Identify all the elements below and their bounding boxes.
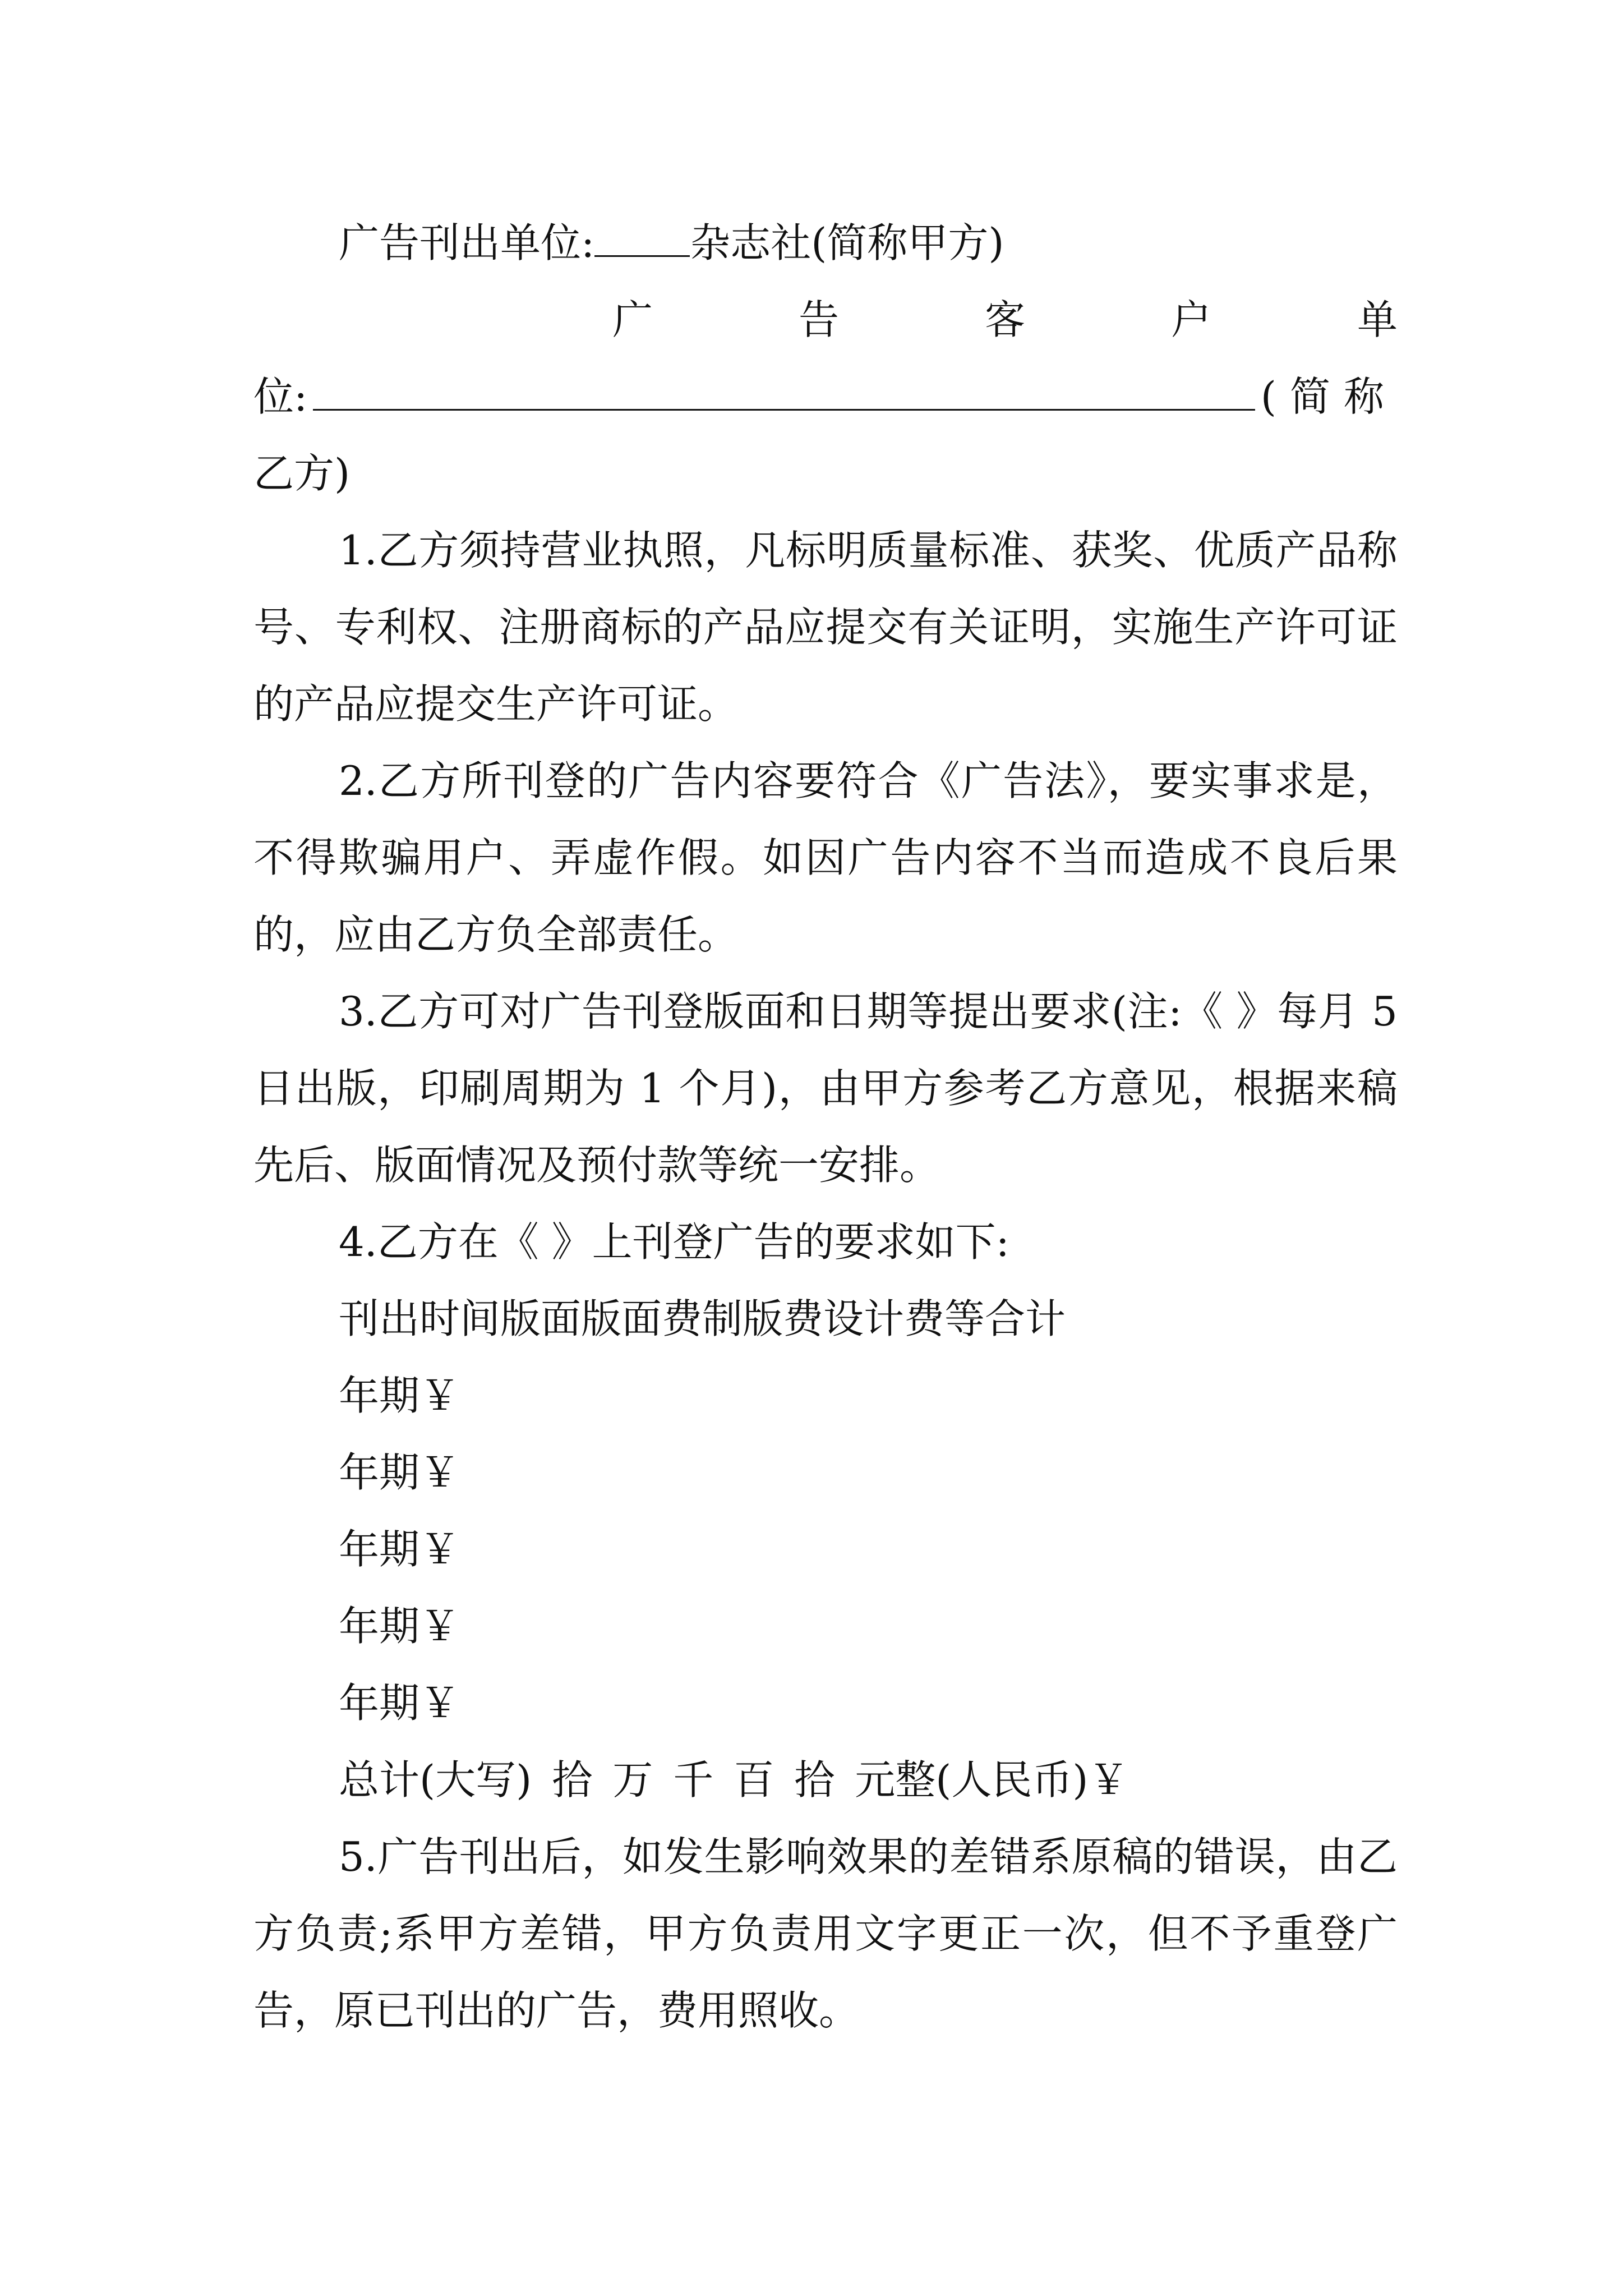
client-unit-continuation: 乙方) — [253, 450, 351, 497]
clause-2: 2.乙方所刊登的广告内容要符合《广告法》，要实事求是，不得欺骗用户、弄虚作假。如因广告内容不当而造成不良后果的，应由乙方负全部责任。 — [253, 757, 1398, 958]
fee-row: 年期￥ — [339, 1526, 460, 1573]
total-label: 总计(大写) — [339, 1756, 532, 1803]
total-unit: 万 — [612, 1756, 653, 1803]
client-unit-spread-line — [253, 282, 1398, 358]
fee-row: 年期￥ — [339, 1449, 460, 1496]
total-unit: 拾 — [552, 1756, 593, 1803]
clause-3: 3.乙方可对广告刊登版面和日期等提出要求(注:《 》每月 5 日出版，印刷周期为 1 个月)，由甲方参考乙方意见，根据来稿先后、版面情况及预付款等统一安排。 — [253, 988, 1398, 1189]
client-unit-start: 位: — [253, 373, 308, 420]
total-unit: 拾 — [794, 1756, 835, 1803]
total-tail: 元整(人民币)￥ — [855, 1756, 1129, 1803]
fee-row: 年期￥ — [339, 1680, 460, 1727]
total-unit: 千 — [673, 1756, 714, 1803]
client-char: 户 — [1170, 296, 1211, 343]
client-unit-line — [253, 358, 1398, 435]
clause-5: 5.广告刊出后，如发生影响效果的差错系原稿的错误，由乙方负责;系甲方差错，甲方负责用文字更正一次，但不予重登广告，原已刊出的广告，费用照收。 — [253, 1833, 1398, 2034]
total-line — [253, 1742, 1398, 1819]
contract-body — [253, 205, 1398, 2049]
fee-row: 年期￥ — [339, 1372, 460, 1419]
client-char: 客 — [984, 296, 1025, 343]
clause-1: 1.乙方须持营业执照，凡标明质量标准、获奖、优质产品称号、专利权、注册商标的产品应提交有关证明，实施生产许可证的产品应提交生产许可证。 — [253, 527, 1398, 728]
client-char: 广 — [612, 296, 653, 343]
client-char: 单 — [1357, 296, 1398, 343]
clause-4: 4.乙方在《 》上刊登广告的要求如下: — [339, 1218, 1009, 1266]
table-header-line: 刊出时间版面版面费制版费设计费等合计 — [339, 1295, 1066, 1342]
total-unit: 百 — [734, 1756, 774, 1803]
client-char: 告 — [798, 296, 839, 343]
publisher-blank — [594, 223, 690, 257]
client-unit-end: (简称 — [1260, 373, 1398, 420]
publisher-suffix: 杂志社(简称甲方) — [690, 219, 1004, 266]
client-unit-blank — [313, 376, 1255, 411]
publisher-prefix: 广告刊出单位: — [339, 219, 595, 266]
publisher-line — [253, 205, 1398, 282]
fee-row: 年期￥ — [339, 1603, 460, 1650]
